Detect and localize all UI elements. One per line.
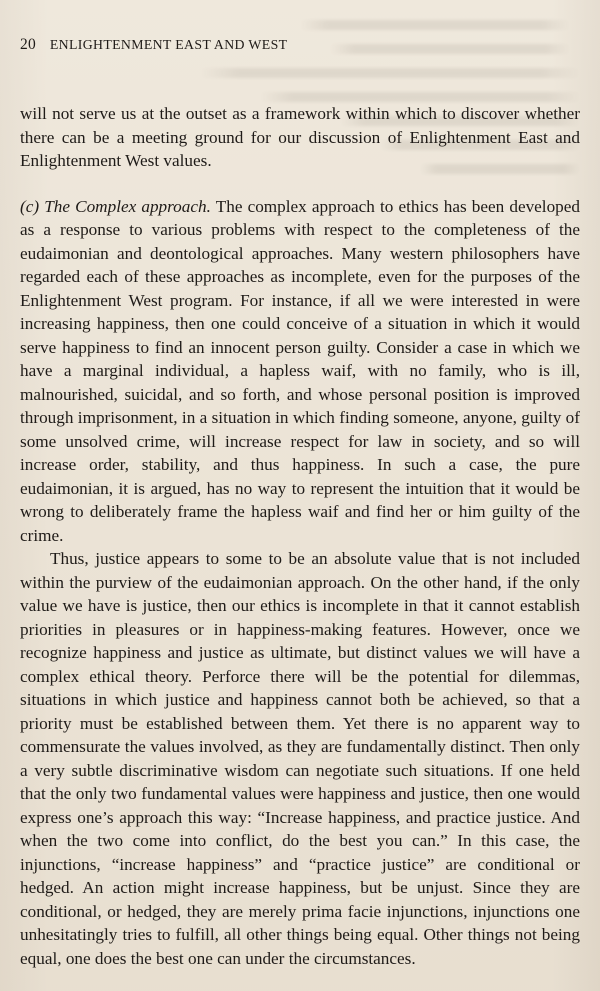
page-number: 20 <box>20 36 36 53</box>
section-lead-in: (c) The Complex approach. <box>20 196 211 216</box>
paragraph-continuation <box>20 102 580 173</box>
paragraph-justice <box>20 547 580 970</box>
paragraph-text: will not serve us at the outset as a framework within which to discover whether there can be a meeting ground for our discussion of Enlightenment East and Enlightenment West values. <box>20 104 580 170</box>
paragraph-text: The complex approach to ethics has been developed as a response to various problems with respect to the completeness of the eudaimonian and deontological approaches. Many western philosophers have regarded each of these approaches as incomplete, even for the purposes of the Enlightenment West program. For instance, if all we were interested in were increasing happiness, then one could conceive of a situation in which it would serve happiness to find an innocent person guilty. Consider a case in which we have a marginal individual, a hapless waif, with no family, who is ill, malnourished, suicidal, and so forth, and whose personal position is improved through imprisonment, in a situation in which finding someone, anyone, guilty of some unsolved crime, will increase respect for law in society, and so will increase order, stability, and thus happiness. In such a case, the pure eudaimonian, it is argued, has no way to represent the intuition that it would be wrong to deliberately frame the hapless waif and find her or him guilty of the crime. <box>20 196 580 545</box>
page-header <box>20 36 580 56</box>
paragraph-text: Thus, justice appears to some to be an absolute value that is not included within the purview of the eudaimonian approach. On the other hand, if the only value we have is justice, then our ethics is incomplete in that it cannot establish priorities in pleasures or in happiness-making features. However, once we recognize happiness and justice as ultimate, but distinct values we will have a complex ethical theory. Perforce there will be the potential for dilemmas, situations in which justice and happiness cannot both be achieved, so that a priority must be established between them. Yet there is no apparent way to commensurate the values involved, as they are fundamentally distinct. Then only a very subtle discriminative wisdom can negotiate such situations. If one held that the only two fundamental values were happiness and justice, then one would express one’s approach this way: “Increase happiness, and practice justice. And when the two come into conflict, do the best you can.” In this case, the injunctions, “increase happiness” and “practice justice” are conditional or hedged. An action might increase happiness, but be unjust. Since they are conditional, or hedged, they are merely prima facie injunctions, injunctions one unhesitatingly tries to fulfill, all other things being equal. Other things not being equal, one does the best one can under the circumstances. <box>20 549 580 968</box>
paragraph-complex-approach <box>20 195 580 548</box>
body-text <box>20 102 580 970</box>
running-head: ENLIGHTENMENT EAST AND WEST <box>49 37 288 52</box>
